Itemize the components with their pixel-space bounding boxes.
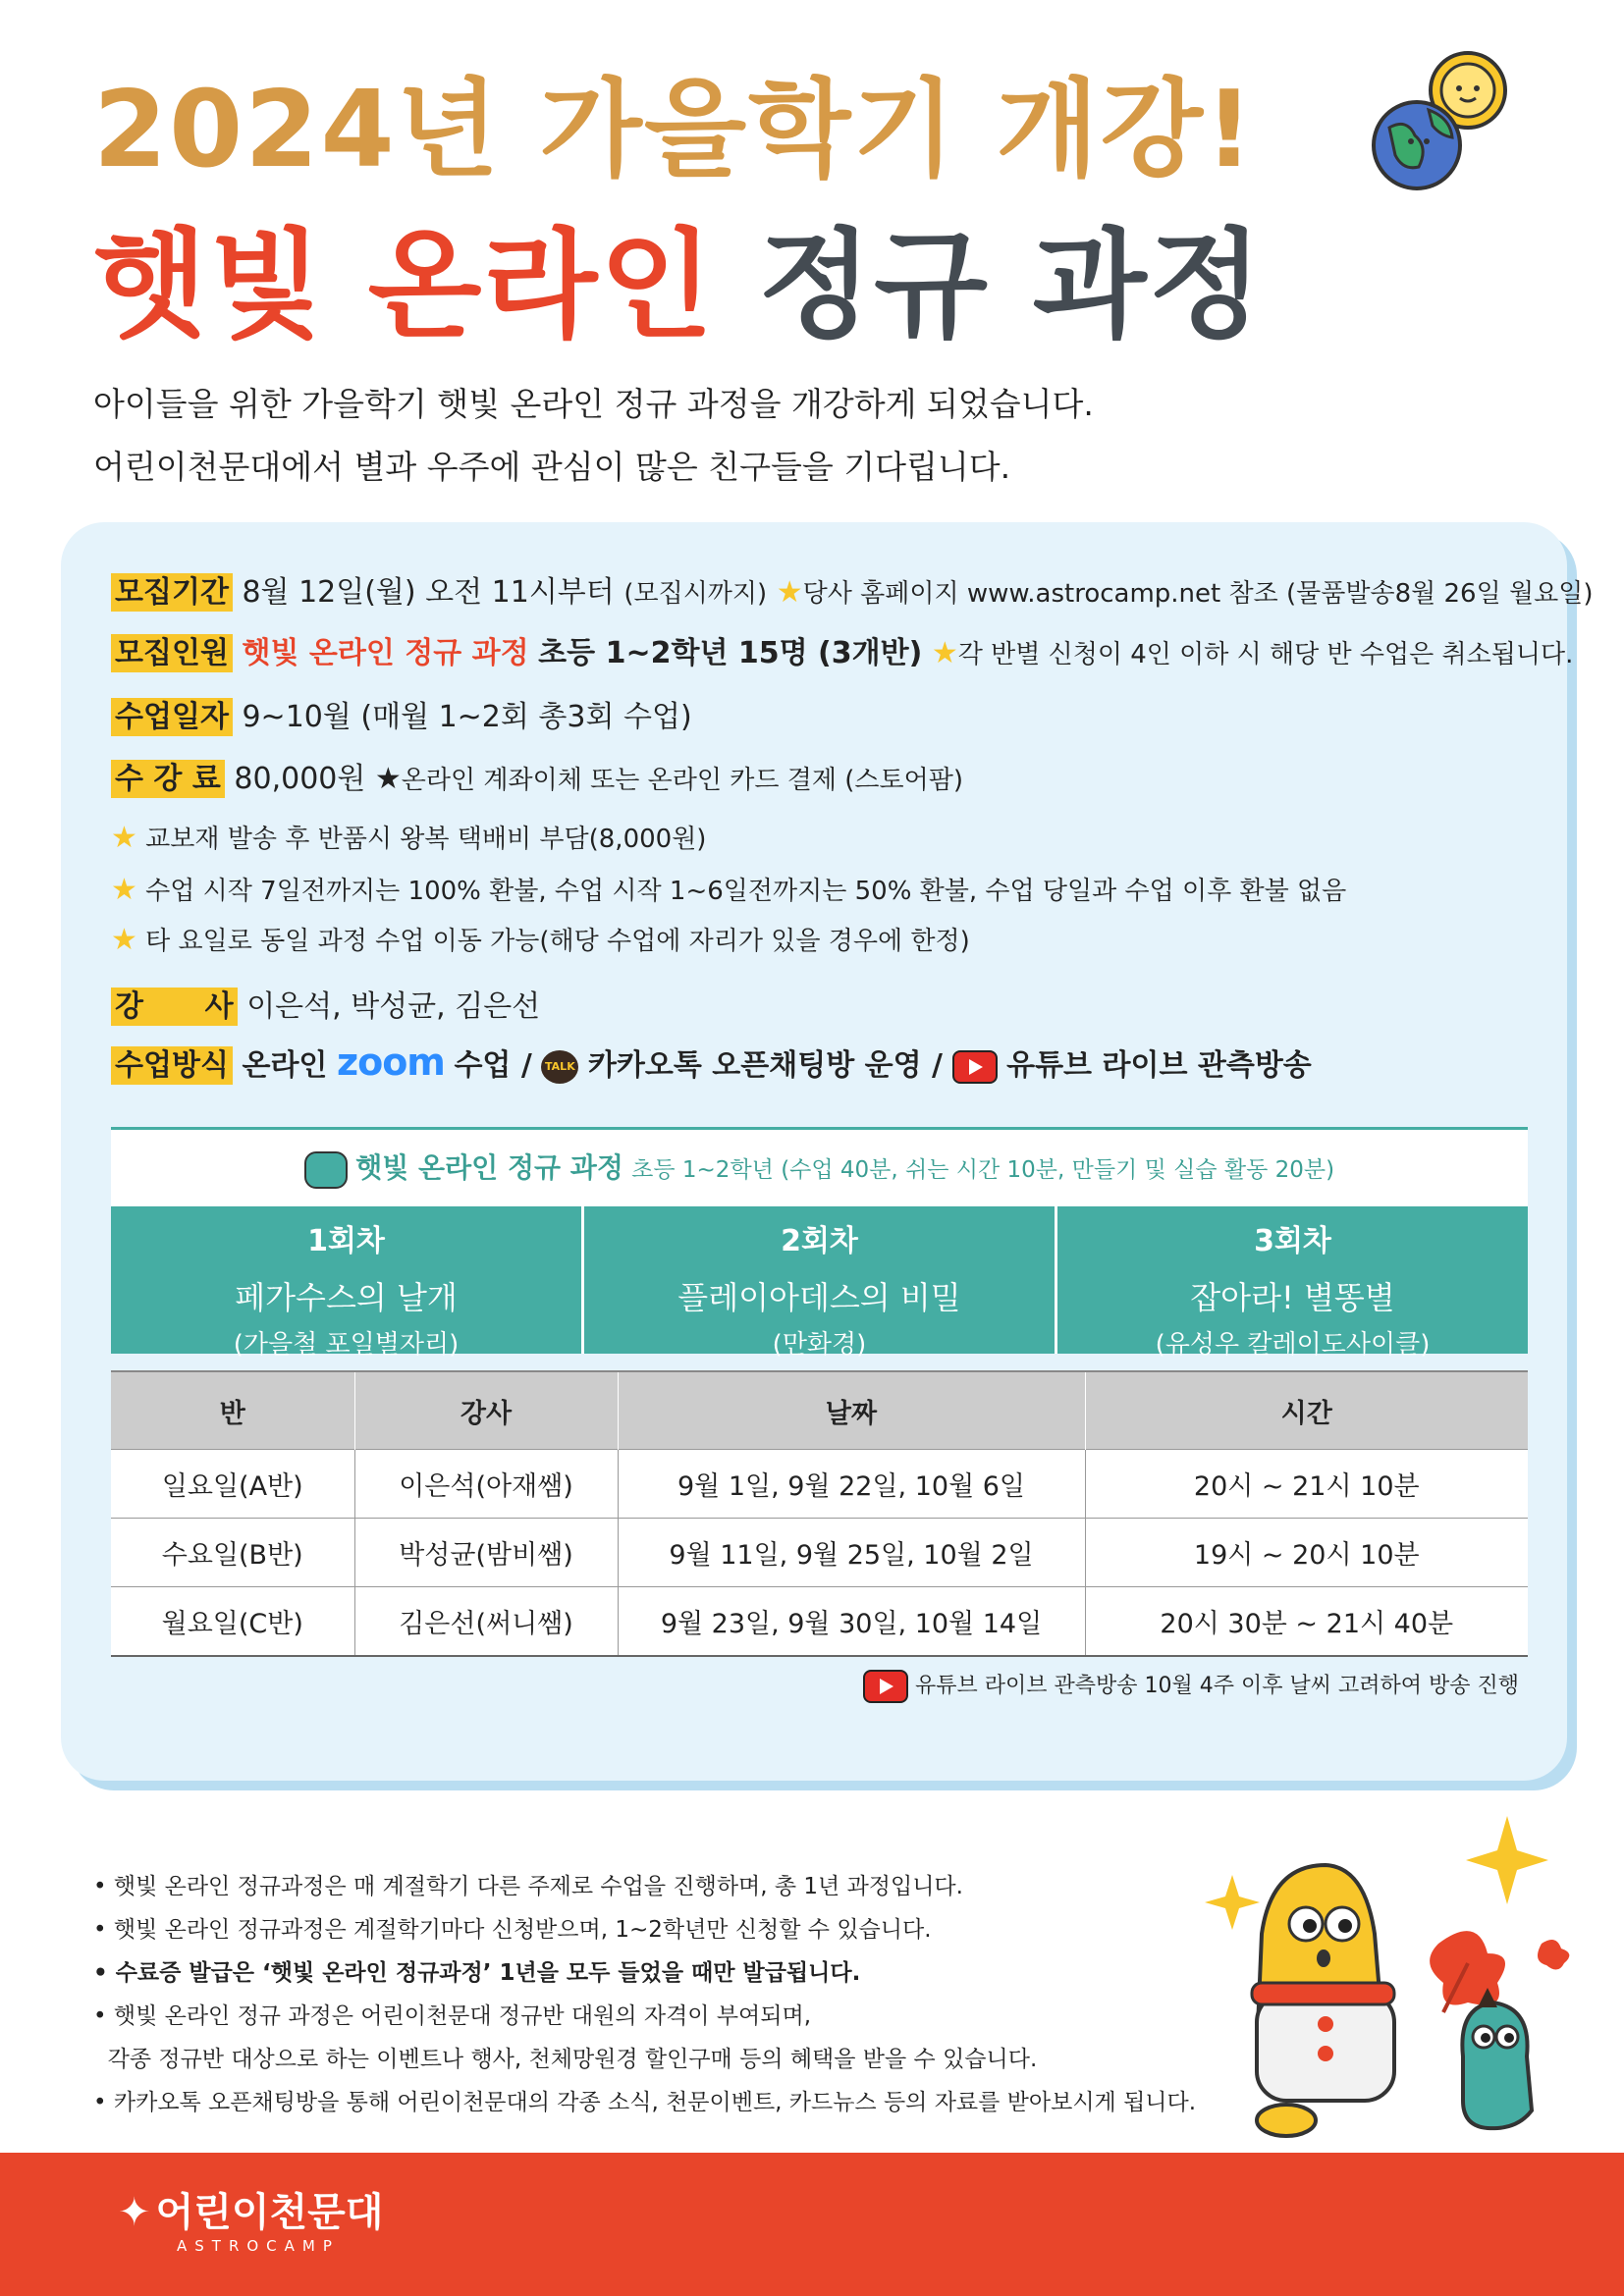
fee-note: 온라인 계좌이체 또는 온라인 카드 결제 (스토어팜) <box>401 766 963 795</box>
recruit-period-row <box>111 567 1593 611</box>
recruit-people-note: 각 반별 신청이 4인 이하 시 해당 반 수업은 취소됩니다. <box>957 640 1574 669</box>
fee-bullet <box>111 871 1346 907</box>
fee-value: 80,000원 <box>234 762 366 796</box>
earth-sun-illustration <box>1360 39 1517 196</box>
schedule-table <box>111 1370 1528 1657</box>
teachers-row <box>111 982 540 1025</box>
column-header: 강사 <box>354 1371 618 1450</box>
fee-row <box>111 754 963 797</box>
method-youtube: 유튜브 라이브 관측방송 <box>1006 1048 1312 1083</box>
session-card <box>1055 1206 1528 1360</box>
session-number: 2회차 <box>781 1224 858 1258</box>
star-icon: ★ <box>111 923 137 957</box>
intro-text <box>93 373 1094 499</box>
star-icon: ★ <box>111 821 137 855</box>
table-cell: 이은석(아재쌤) <box>354 1450 618 1519</box>
note-item: 각종 정규반 대상으로 하는 이벤트나 행사, 천체망원경 할인구매 등의 혜택을 받을 수 있습니다. <box>93 2047 1038 2072</box>
intro-line1: 아이들을 위한 가을학기 햇빛 온라인 정규 과정을 개강하게 되었습니다. <box>93 385 1094 423</box>
method-online: 온라인 <box>242 1048 328 1083</box>
table-row <box>111 1519 1528 1587</box>
teachers-value: 이은석, 박성균, 김은선 <box>246 989 541 1024</box>
notes-list <box>93 1865 1196 2124</box>
table-cell: 19시 ~ 20시 10분 <box>1085 1519 1528 1587</box>
table-cell: 일요일(A반) <box>111 1450 354 1519</box>
note-item: • 햇빛 온라인 정규과정은 매 계절학기 다른 주제로 수업을 진행하며, 총 1년 과정입니다. <box>93 1874 963 1899</box>
session-sub: (유성우 칼레이도사이클) <box>1155 1330 1431 1360</box>
note-item: • 수료증 발급은 ‘햇빛 온라인 정규과정’ 1년을 모두 들었을 때만 발급됩니다. <box>93 1960 861 1986</box>
title-line1: 2024년 가을학기 개강! <box>93 69 1256 191</box>
sparkle-icon <box>1205 1816 1548 1930</box>
youtube-icon <box>863 1670 908 1703</box>
title-red: 햇빛 온라인 <box>93 218 716 354</box>
teachers-label: 강 사 <box>111 988 238 1026</box>
note-item: • 햇빛 온라인 정규과정은 계절학기마다 신청받으며, 1~2학년만 신청할 수 있습니다. <box>93 1917 932 1943</box>
table-cell: 20시 30분 ~ 21시 40분 <box>1085 1587 1528 1657</box>
session-card <box>581 1206 1055 1360</box>
session-name: 플레이아데스의 비밀 <box>677 1279 961 1316</box>
recruit-period-value: 8월 12일(월) 오전 11시부터 <box>242 575 615 610</box>
logo-korean: 어린이천문대 <box>155 2190 384 2235</box>
recruit-people-label: 모집인원 <box>111 634 233 672</box>
yellow-mascot <box>1252 1865 1394 2136</box>
footer-logo <box>118 2181 383 2255</box>
intro-line2: 어린이천문대에서 별과 우주에 관심이 많은 친구들을 기다립니다. <box>93 448 1011 486</box>
fee-bullet <box>111 921 970 957</box>
method-class: 수업 / <box>454 1048 532 1083</box>
column-header: 반 <box>111 1371 354 1450</box>
column-header: 날짜 <box>618 1371 1085 1450</box>
fee-bullet-text: 수업 시작 7일전까지는 100% 환불, 수업 시작 1~6일전까지는 50% 환불, 수업 당일과 수업 이후 환불 없음 <box>145 877 1347 906</box>
session-number: 3회차 <box>1254 1224 1331 1258</box>
method-label: 수업방식 <box>111 1046 233 1085</box>
table-cell: 20시 ~ 21시 10분 <box>1085 1450 1528 1519</box>
table-header-row <box>111 1371 1528 1450</box>
table-row <box>111 1450 1528 1519</box>
session-number: 1회차 <box>307 1224 385 1258</box>
class-dates-label: 수업일자 <box>111 698 233 736</box>
star-icon: ★ <box>374 762 402 796</box>
recruit-people-row <box>111 628 1573 671</box>
fee-bullet <box>111 819 706 855</box>
table-cell: 박성균(밤비쌤) <box>354 1519 618 1587</box>
recruit-people-value: 초등 1~2학년 15명 (3개반) <box>538 636 923 670</box>
youtube-note <box>863 1669 1519 1703</box>
session-grid <box>111 1206 1528 1360</box>
leaf-icon <box>1430 1931 1569 2012</box>
star-icon: ★ <box>931 636 958 670</box>
recruit-period-note1: (모집시까지) <box>623 579 768 609</box>
note-item: • 카카오톡 오픈채팅방을 통해 어린이천문대의 각종 소식, 천문이벤트, 카드뉴스 등의 자료를 받아보시게 됩니다. <box>93 2090 1197 2115</box>
note-item: • 햇빛 온라인 정규 과정은 어린이천문대 정규반 대원의 자격이 부여되며, <box>93 2003 811 2029</box>
table-row <box>111 1587 1528 1657</box>
title-gray: 정규 과정 <box>758 218 1265 354</box>
recruit-period-note2: 당사 홈페이지 www.astrocamp.net 참조 (물품발송8월 26일 월요일) <box>802 579 1594 609</box>
method-kakao: 카카오톡 오픈채팅방 운영 / <box>587 1048 943 1083</box>
teal-mascot <box>1462 1988 1532 2128</box>
course-box <box>111 1127 1528 1360</box>
fee-bullet-text: 교보재 발송 후 반품시 왕복 택배비 부담(8,000원) <box>145 825 707 854</box>
table-cell: 9월 23일, 9월 30일, 10월 14일 <box>618 1587 1085 1657</box>
class-dates-row <box>111 692 692 735</box>
earth-icon <box>1374 102 1460 188</box>
fee-bullet-text: 타 요일로 동일 과정 수업 이동 가능(해당 수업에 자리가 있을 경우에 한정) <box>145 927 970 956</box>
session-name: 페가수스의 날개 <box>235 1279 458 1316</box>
column-header: 시간 <box>1085 1371 1528 1450</box>
zoom-logo: zoom <box>336 1041 445 1084</box>
telescope-icon: ✦ <box>118 2190 151 2235</box>
logo-english: ASTROCAMP <box>177 2237 340 2255</box>
method-row <box>111 1041 1312 1084</box>
youtube-note-text: 유튜브 라이브 관측방송 10월 4주 이후 날씨 고려하여 방송 진행 <box>915 1674 1519 1698</box>
class-dates-value: 9~10월 (매월 1~2회 총3회 수업) <box>242 700 692 734</box>
course-header <box>111 1127 1528 1206</box>
table-cell: 김은선(써니쌤) <box>354 1587 618 1657</box>
recruit-period-label: 모집기간 <box>111 573 233 612</box>
course-title: 햇빛 온라인 정규 과정 <box>355 1151 623 1184</box>
mascot-icon <box>304 1151 348 1189</box>
session-sub: (가을철 포일별자리) <box>233 1330 460 1360</box>
youtube-icon <box>952 1050 998 1084</box>
recruit-course: 햇빛 온라인 정규 과정 <box>242 636 529 670</box>
fee-label: 수 강 료 <box>111 760 225 798</box>
star-icon: ★ <box>111 873 137 907</box>
kakaotalk-icon: TALK <box>541 1050 578 1084</box>
table-cell: 수요일(B반) <box>111 1519 354 1587</box>
course-subtitle: 초등 1~2학년 (수업 40분, 쉬는 시간 10분, 만들기 및 실습 활동 20분) <box>631 1157 1335 1183</box>
mascot-illustration <box>1193 1806 1586 2160</box>
session-card <box>111 1206 581 1360</box>
session-name: 잡아라! 별똥별 <box>1190 1279 1395 1316</box>
table-cell: 9월 11일, 9월 25일, 10월 2일 <box>618 1519 1085 1587</box>
star-icon: ★ <box>776 575 803 610</box>
title-line2 <box>93 191 1265 360</box>
table-cell: 9월 1일, 9월 22일, 10월 6일 <box>618 1450 1085 1519</box>
session-sub: (만화경) <box>772 1330 867 1360</box>
table-cell: 월요일(C반) <box>111 1587 354 1657</box>
